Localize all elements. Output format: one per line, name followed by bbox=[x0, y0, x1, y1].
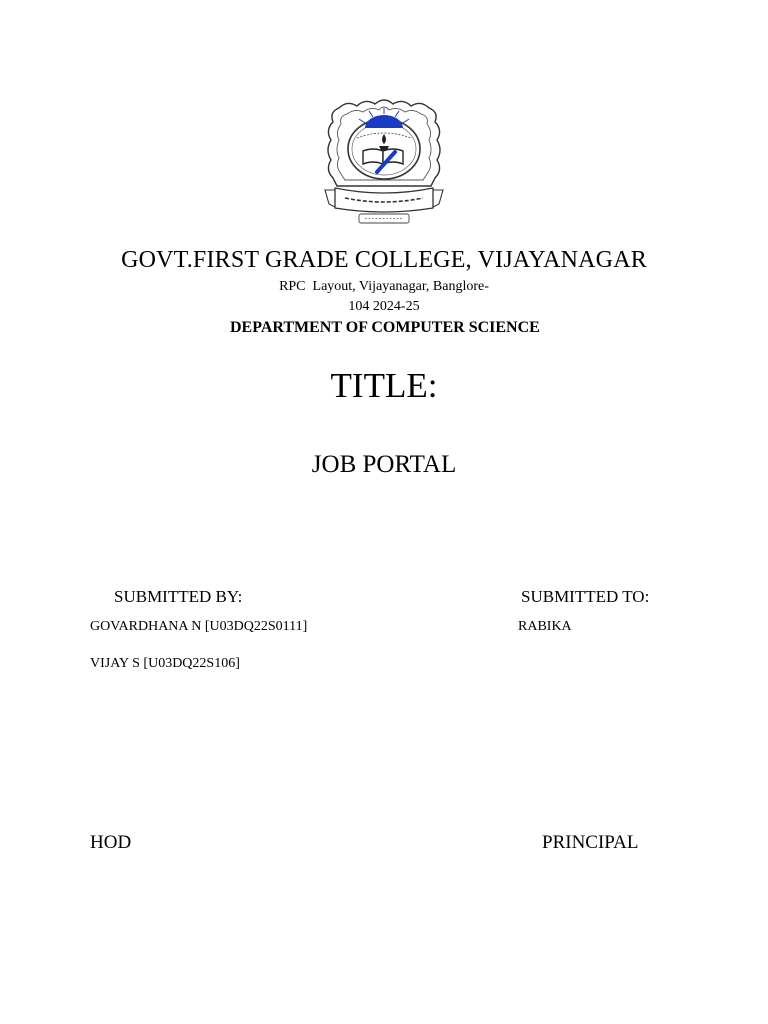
principal-signature-label: PRINCIPAL bbox=[542, 832, 639, 853]
department-name: DEPARTMENT OF COMPUTER SCIENCE bbox=[230, 319, 540, 336]
submitted-by-heading: SUBMITTED BY: bbox=[114, 587, 243, 606]
college-address-line-1: RPC Layout, Vijayanagar, Banglore- bbox=[279, 279, 489, 294]
college-name: GOVT.FIRST GRADE COLLEGE, VIJAYANAGAR bbox=[121, 247, 647, 273]
student-name: VIJAY S [U03DQ22S106] bbox=[90, 656, 240, 671]
college-emblem-icon bbox=[321, 94, 447, 228]
submitted-to-heading: SUBMITTED TO: bbox=[521, 587, 650, 606]
student-name: GOVARDHANA N [U03DQ22S0111] bbox=[90, 619, 308, 634]
guide-name: RABIKA bbox=[518, 619, 572, 634]
college-address-line-2: 104 2024-25 bbox=[348, 299, 420, 314]
title-label: TITLE: bbox=[330, 366, 438, 405]
hod-signature-label: HOD bbox=[90, 832, 132, 853]
project-name: JOB PORTAL bbox=[311, 451, 457, 478]
